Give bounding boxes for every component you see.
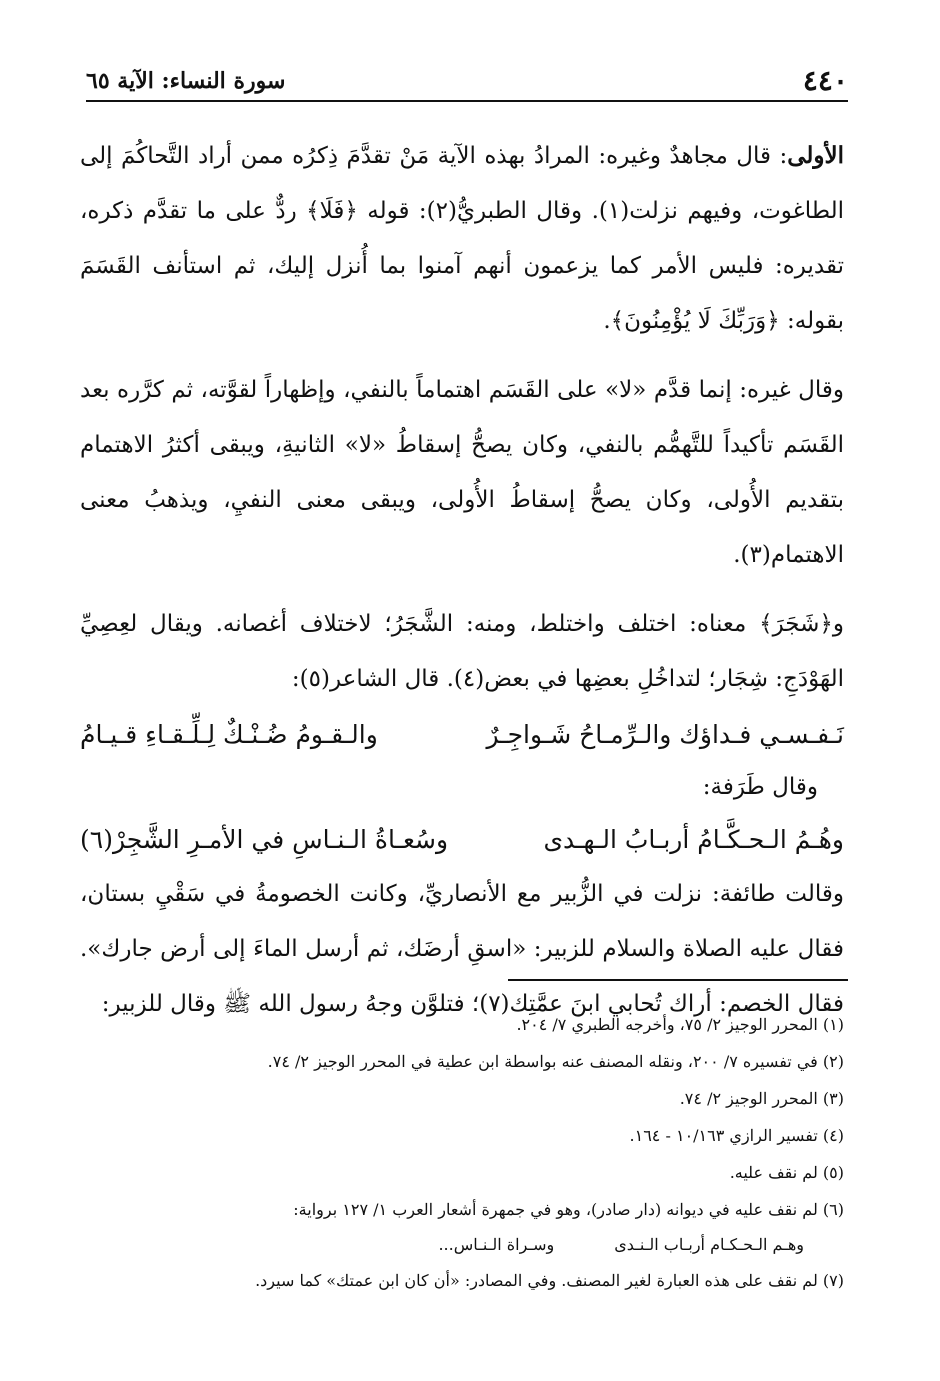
running-title: سورة النساء: الآية ٦٥ <box>86 68 286 94</box>
verse-second-hemistich: والـقـومُ ضُـنْـكٌ لِـلِّـقـاءِ قـيـامُ <box>80 720 378 749</box>
footnote-1: (١) المحرر الوجيز ٢/ ٧٥، وأخرجه الطبري ٧/ ٢٠٤. <box>516 1015 844 1034</box>
verse-first-hemistich: نَـفـسـي فـداؤك والـرِّمـاحُ شَـواجِـرٌ <box>486 720 844 749</box>
footnote-6-verse <box>88 1228 844 1262</box>
poem-verse-1 <box>80 707 844 762</box>
main-text <box>80 128 844 1032</box>
footnote-4: (٤) تفسير الرازي ١٠/١٦٣ - ١٦٤. <box>629 1126 844 1145</box>
paragraph-first-view <box>80 128 844 349</box>
verse-second-hemistich: وسُعـاةُ الـنـاسِ في الأمـرِ الشَّجِرْ(٦) <box>80 825 449 854</box>
footnotes <box>88 1006 844 1299</box>
paragraph-text: و﴿شَجَرَ﴾ معناه: اختلف واختلط، ومنه: الشَّجَرُ؛ لاختلاف أغصانه. ويقال لعِصِيِّ الهَوْدَجِ: شِجَار؛ لتداخُلِ بعضِها في بعض(٤). قال الشاعر(٥): <box>80 611 844 692</box>
page-number: ٤٤٠ <box>802 64 848 97</box>
footnote-7: (٧) لم نقف على هذه العبارة لغير المصنف. وفي المصادر: «أن كان ابن عمتك» كما سيرد. <box>255 1271 844 1290</box>
footnote-5: (٥) لم نقف عليه. <box>729 1163 844 1182</box>
page-header <box>86 64 848 100</box>
footnote-rule <box>508 979 848 981</box>
paragraph-shajara <box>80 597 844 707</box>
paragraph-text: : قال مجاهدٌ وغيره: المرادُ بهذه الآية مَنْ تقدَّمَ ذِكرُه ممن أراد التَّحاكُمَ إلى الطاغوت، وفيهم نزلت(١). وقال الطبريُّ(٢): قوله ﴿فَلَا﴾ ردٌّ على ما تقدَّم ذكره، تقديره: فليس الأمر كما يزعمون أنهم آمنوا بما أُنزل إليك، ثم استأنف القَسَمَ بقوله: ﴿وَرَبِّكَ لَا يُؤْمِنُونَ﴾. <box>80 143 844 334</box>
verse-intro: وقال طَرَفة: <box>702 774 818 800</box>
poem-verse-2 <box>80 812 844 867</box>
paragraph-text: وقالت طائفة: نزلت في الزُّبير مع الأنصاريِّ، وكانت الخصومةُ في سَقْيِ بستان، فقال عليه الصلاة والسلام للزبير: «اسقِ أرضَك، ثم أرسل الماءَ إلى أرض جارك». فقال الخصم: أراك تُحابي ابنَ عمَّتِك(٧)؛ فتلوَّن وجهُ رسول الله ﷺ وقال للزبير: <box>80 881 844 1017</box>
verse-first-hemistich: وهـم الـحـكـام أربـاب الـنـدى <box>614 1235 804 1254</box>
footnote-3: (٣) المحرر الوجيز ٢/ ٧٤. <box>679 1089 844 1108</box>
paragraph-lead-word: الأولى <box>787 142 844 169</box>
paragraph-text: وقال غيره: إنما قدَّم «لا» على القَسَم اهتماماً بالنفي، وإظهاراً لقوَّته، ثم كرَّره بعد القَسَم تأكيداً للتَّهمُّم بالنفي، وكان يصحُّ إسقاطُ «لا» الثانيةِ، ويبقى أكثرُ الاهتمام بتقديم الأُولى، وكان يصحُّ إسقاطُ الأُولى، ويبقى معنى النفيِ، ويذهبُ معنى الاهتمام(٣). <box>80 377 844 568</box>
verse-second-hemistich: وسـراة الـنـاس... <box>438 1235 555 1254</box>
footnote-2: (٢) في تفسيره ٧/ ٢٠٠، ونقله المصنف عنه بواسطة ابن عطية في المحرر الوجيز ٢/ ٧٤. <box>267 1052 844 1071</box>
verse-first-hemistich: وهُـمُ الـحـكَّـامُ أربـابُ الـهـدى <box>543 825 844 854</box>
paragraph-second-view <box>80 363 844 583</box>
header-rule <box>86 100 848 102</box>
footnote-6: (٦) لم نقف عليه في ديوانه (دار صادر)، وهو في جمهرة أشعار العرب ١/ ١٢٧ برواية: <box>293 1200 844 1219</box>
